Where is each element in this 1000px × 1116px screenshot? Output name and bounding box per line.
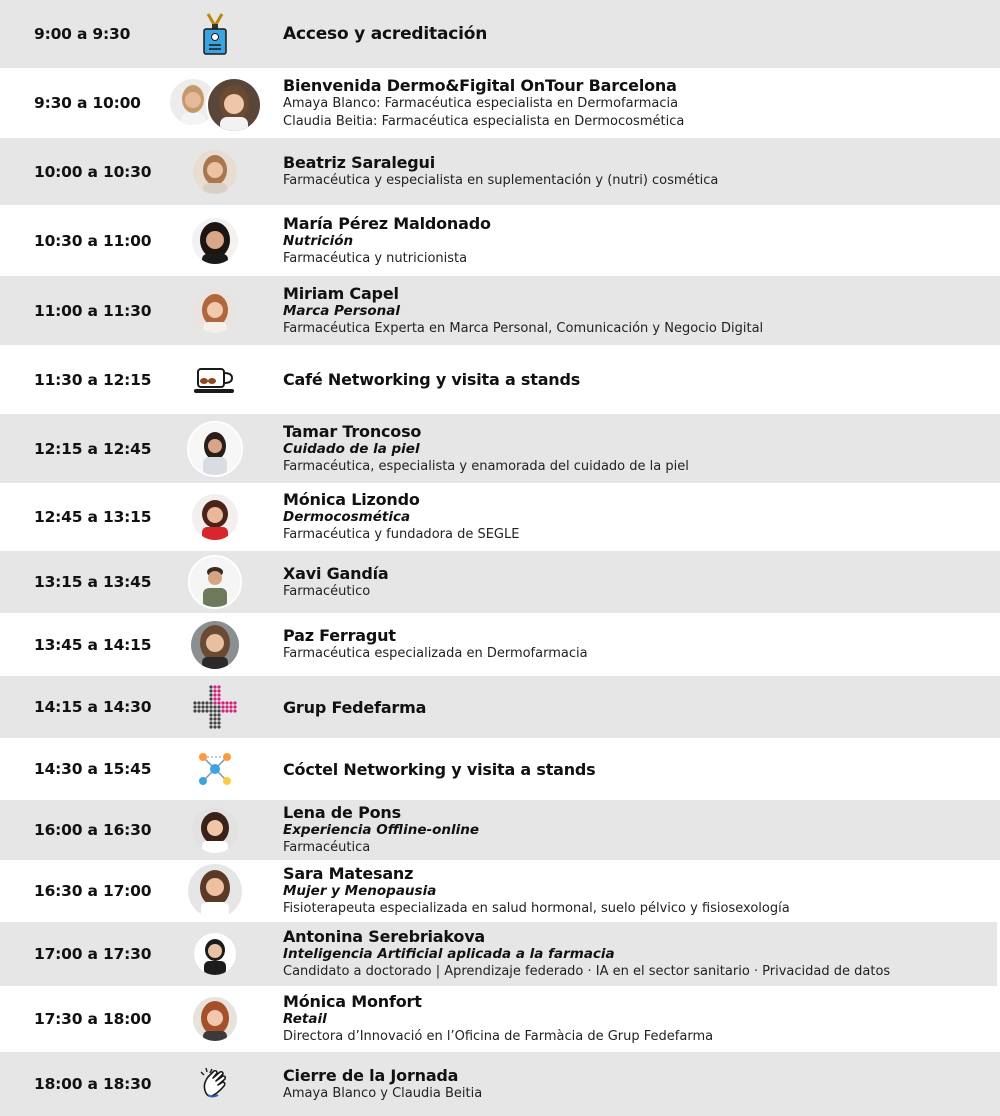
agenda-row (0, 860, 1000, 922)
speaker-role: Farmacéutica y nutricionista (283, 250, 468, 266)
session-info (283, 927, 987, 981)
agenda-row (0, 68, 1000, 138)
speaker-role: Farmacéutica Experta en Marca Personal, Comunicación y Negocio Digital (283, 320, 764, 336)
agenda-row (0, 676, 1000, 738)
speaker-role: Farmacéutica (283, 840, 371, 855)
session-info (283, 803, 990, 857)
avatar (193, 289, 237, 333)
session-info (283, 992, 990, 1046)
time-slot: 12:45 a 13:15 (34, 508, 152, 526)
avatar (187, 421, 243, 477)
speaker-role: Farmacéutica, especialista y enamorada del cuidado de la piel (283, 458, 689, 474)
time-slot: 11:30 a 12:15 (34, 370, 152, 389)
avatar (188, 864, 242, 918)
network-icon (170, 747, 260, 791)
time-slot: 12:15 a 12:45 (34, 439, 152, 458)
avatar (193, 997, 237, 1041)
session-title: Acceso y acreditación (283, 23, 488, 44)
talk-topic: Nutrición (283, 232, 354, 249)
talk-topic: Cuidado de la piel (283, 440, 420, 457)
speaker-name: Paz Ferragut (283, 626, 396, 645)
session-info (283, 864, 990, 918)
speaker-role: Farmacéutica especializada en Dermofarmacia (283, 646, 588, 661)
session-info (283, 490, 990, 544)
speaker-role: Directora d’Innovació en l’Oficina de Farmàcia de Grup Fedefarma (283, 1029, 714, 1044)
speaker-name: Lena de Pons (283, 803, 401, 822)
session-info (283, 284, 990, 338)
speaker-role: Fisioterapeuta especializada en salud hormonal, suelo pélvico y fisiosexología (283, 901, 790, 916)
badge-icon (170, 12, 260, 56)
avatar (191, 621, 239, 669)
agenda-row (0, 0, 1000, 68)
session-info (283, 1066, 990, 1103)
session-title: Cierre de la Jornada (283, 1065, 459, 1085)
session-title: Grup Fedefarma (283, 697, 427, 717)
session-title: Bienvenida Dermo&Figital OnTour Barcelona (283, 75, 677, 95)
speaker-name: Tamar Troncoso (283, 421, 422, 441)
session-info (283, 370, 990, 389)
avatar (192, 807, 238, 853)
agenda-row (0, 551, 1000, 613)
avatar (194, 933, 236, 975)
agenda-row (0, 800, 1000, 860)
agenda-row (0, 922, 997, 986)
fedefarma-cross-logo (170, 685, 260, 729)
session-info (283, 214, 990, 268)
avatar (206, 77, 262, 133)
talk-topic: Mujer y Menopausia (283, 883, 437, 899)
speaker-name: Miriam Capel (283, 283, 399, 303)
session-info (283, 564, 990, 601)
session-info (283, 760, 990, 779)
session-info (283, 76, 990, 131)
agenda-row (0, 138, 1000, 205)
time-slot: 17:00 a 17:30 (34, 945, 152, 963)
time-slot: 9:30 a 10:00 (34, 94, 141, 112)
agenda-row (0, 483, 1000, 551)
speaker-name: Beatriz Saralegui (283, 153, 436, 172)
time-slot: 10:30 a 11:00 (34, 231, 152, 250)
avatar (192, 494, 238, 540)
avatar (193, 150, 237, 194)
agenda-row (0, 986, 1000, 1052)
session-title: Cóctel Networking y visita a stands (283, 759, 596, 779)
session-description: Claudia Beitia: Farmacéutica especialista en Dermocosmética (283, 113, 685, 129)
speaker-role: Farmacéutica y especialista en suplementación y (nutri) cosmética (283, 173, 719, 188)
avatar (188, 555, 242, 609)
speaker-name: Mónica Lizondo (283, 490, 420, 509)
agenda-row (0, 276, 1000, 345)
time-slot: 13:15 a 13:45 (34, 573, 152, 591)
talk-topic: Inteligencia Artificial aplicada a la farmacia (283, 946, 615, 962)
session-info (283, 422, 990, 476)
talk-topic: Dermocosmética (283, 509, 411, 525)
agenda-row (0, 738, 1000, 800)
session-title: Café Networking y visita a stands (283, 370, 581, 389)
speaker-role: Candidato a doctorado | Aprendizaje federado · IA en el sector sanitario · Privacidad de datos (283, 964, 891, 979)
talk-topic: Experiencia Offline-online (283, 822, 479, 838)
time-slot: 17:30 a 18:00 (34, 1010, 152, 1028)
speaker-role: Farmacéutico (283, 583, 371, 599)
session-description: Amaya Blanco y Claudia Beitia (283, 1085, 483, 1101)
speaker-name: Mónica Monfort (283, 992, 422, 1011)
speaker-name: Sara Matesanz (283, 864, 414, 883)
agenda-row (0, 1052, 1000, 1116)
time-slot: 14:15 a 14:30 (34, 698, 152, 716)
time-slot: 18:00 a 18:30 (34, 1075, 152, 1093)
talk-topic: Marca Personal (283, 302, 401, 319)
speaker-name: María Pérez Maldonado (283, 213, 491, 233)
time-slot: 11:00 a 11:30 (34, 301, 152, 320)
agenda-row (0, 613, 1000, 676)
talk-topic: Retail (283, 1011, 327, 1027)
session-info (283, 153, 990, 190)
time-slot: 13:45 a 14:15 (34, 635, 152, 654)
time-slot: 9:00 a 9:30 (34, 25, 131, 43)
coffee-cup-icon (170, 363, 260, 397)
speaker-photos (170, 77, 260, 129)
session-description: Amaya Blanco: Farmacéutica especialista en Dermofarmacia (283, 95, 679, 111)
time-slot: 14:30 a 15:45 (34, 760, 152, 778)
avatar (192, 218, 238, 264)
speaker-name: Xavi Gandía (283, 563, 389, 583)
agenda-row (0, 345, 1000, 414)
agenda-row (0, 205, 1000, 276)
session-info (283, 626, 990, 663)
time-slot: 16:30 a 17:00 (34, 882, 152, 900)
clapping-hands-icon (170, 1067, 260, 1101)
time-slot: 10:00 a 10:30 (34, 162, 152, 181)
time-slot: 16:00 a 16:30 (34, 821, 152, 839)
agenda-row (0, 414, 1000, 483)
session-info (283, 25, 990, 44)
speaker-role: Farmacéutica y fundadora de SEGLE (283, 527, 520, 542)
speaker-name: Antonina Serebriakova (283, 927, 486, 946)
session-info (283, 698, 990, 717)
